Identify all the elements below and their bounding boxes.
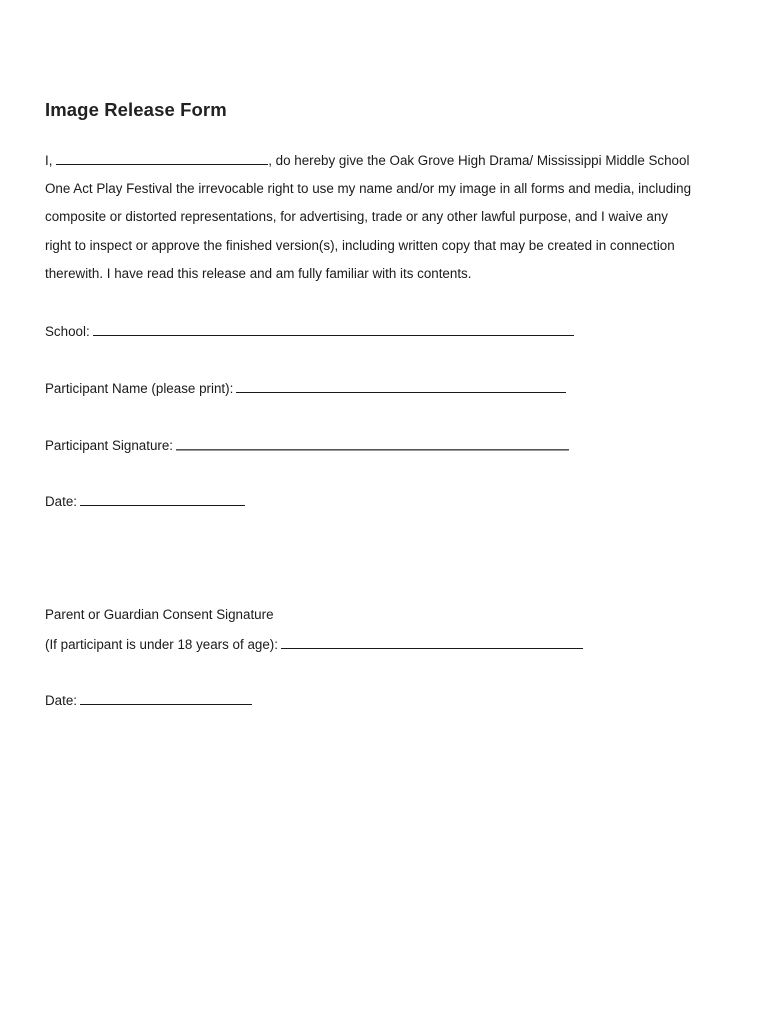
participant-name-label: Participant Name (please print): [45,381,234,396]
participant-name-field[interactable] [236,379,566,393]
intro-line-1 [45,152,689,170]
form-title: Image Release Form [45,99,227,120]
participant-signature-field[interactable] [176,436,569,450]
date-row [45,492,245,511]
name-blank-field[interactable] [56,152,268,165]
guardian-signature-field[interactable] [281,635,583,649]
intro-prefix: I, [45,153,53,168]
date-field[interactable] [80,492,245,506]
date-label: Date: [45,494,78,509]
guardian-signature-row [45,635,583,654]
intro-line-4: right to inspect or approve the finished version(s), including written copy that may be created in connection [45,238,675,253]
guardian-date-row [45,691,252,710]
intro-line-3: composite or distorted representations, for advertising, trade or any other lawful purpose, and I waive any [45,209,668,224]
guardian-date-field[interactable] [80,691,252,705]
school-row [45,322,574,341]
participant-signature-row [45,436,569,455]
school-label: School: [45,324,90,339]
guardian-heading: Parent or Guardian Consent Signature [45,607,274,622]
guardian-date-label: Date: [45,693,78,708]
intro-line-5: therewith. I have read this release and am fully familiar with its contents. [45,266,472,281]
intro-line-2: One Act Play Festival the irrevocable right to use my name and/or my image in all forms and media, including [45,181,692,196]
intro-line-1-text: , do hereby give the Oak Grove High Drama/ Mississippi Middle School [268,153,690,168]
school-field[interactable] [93,322,574,336]
participant-name-row [45,379,566,398]
guardian-label: (If participant is under 18 years of age): [45,637,278,652]
participant-signature-label: Participant Signature: [45,438,174,453]
